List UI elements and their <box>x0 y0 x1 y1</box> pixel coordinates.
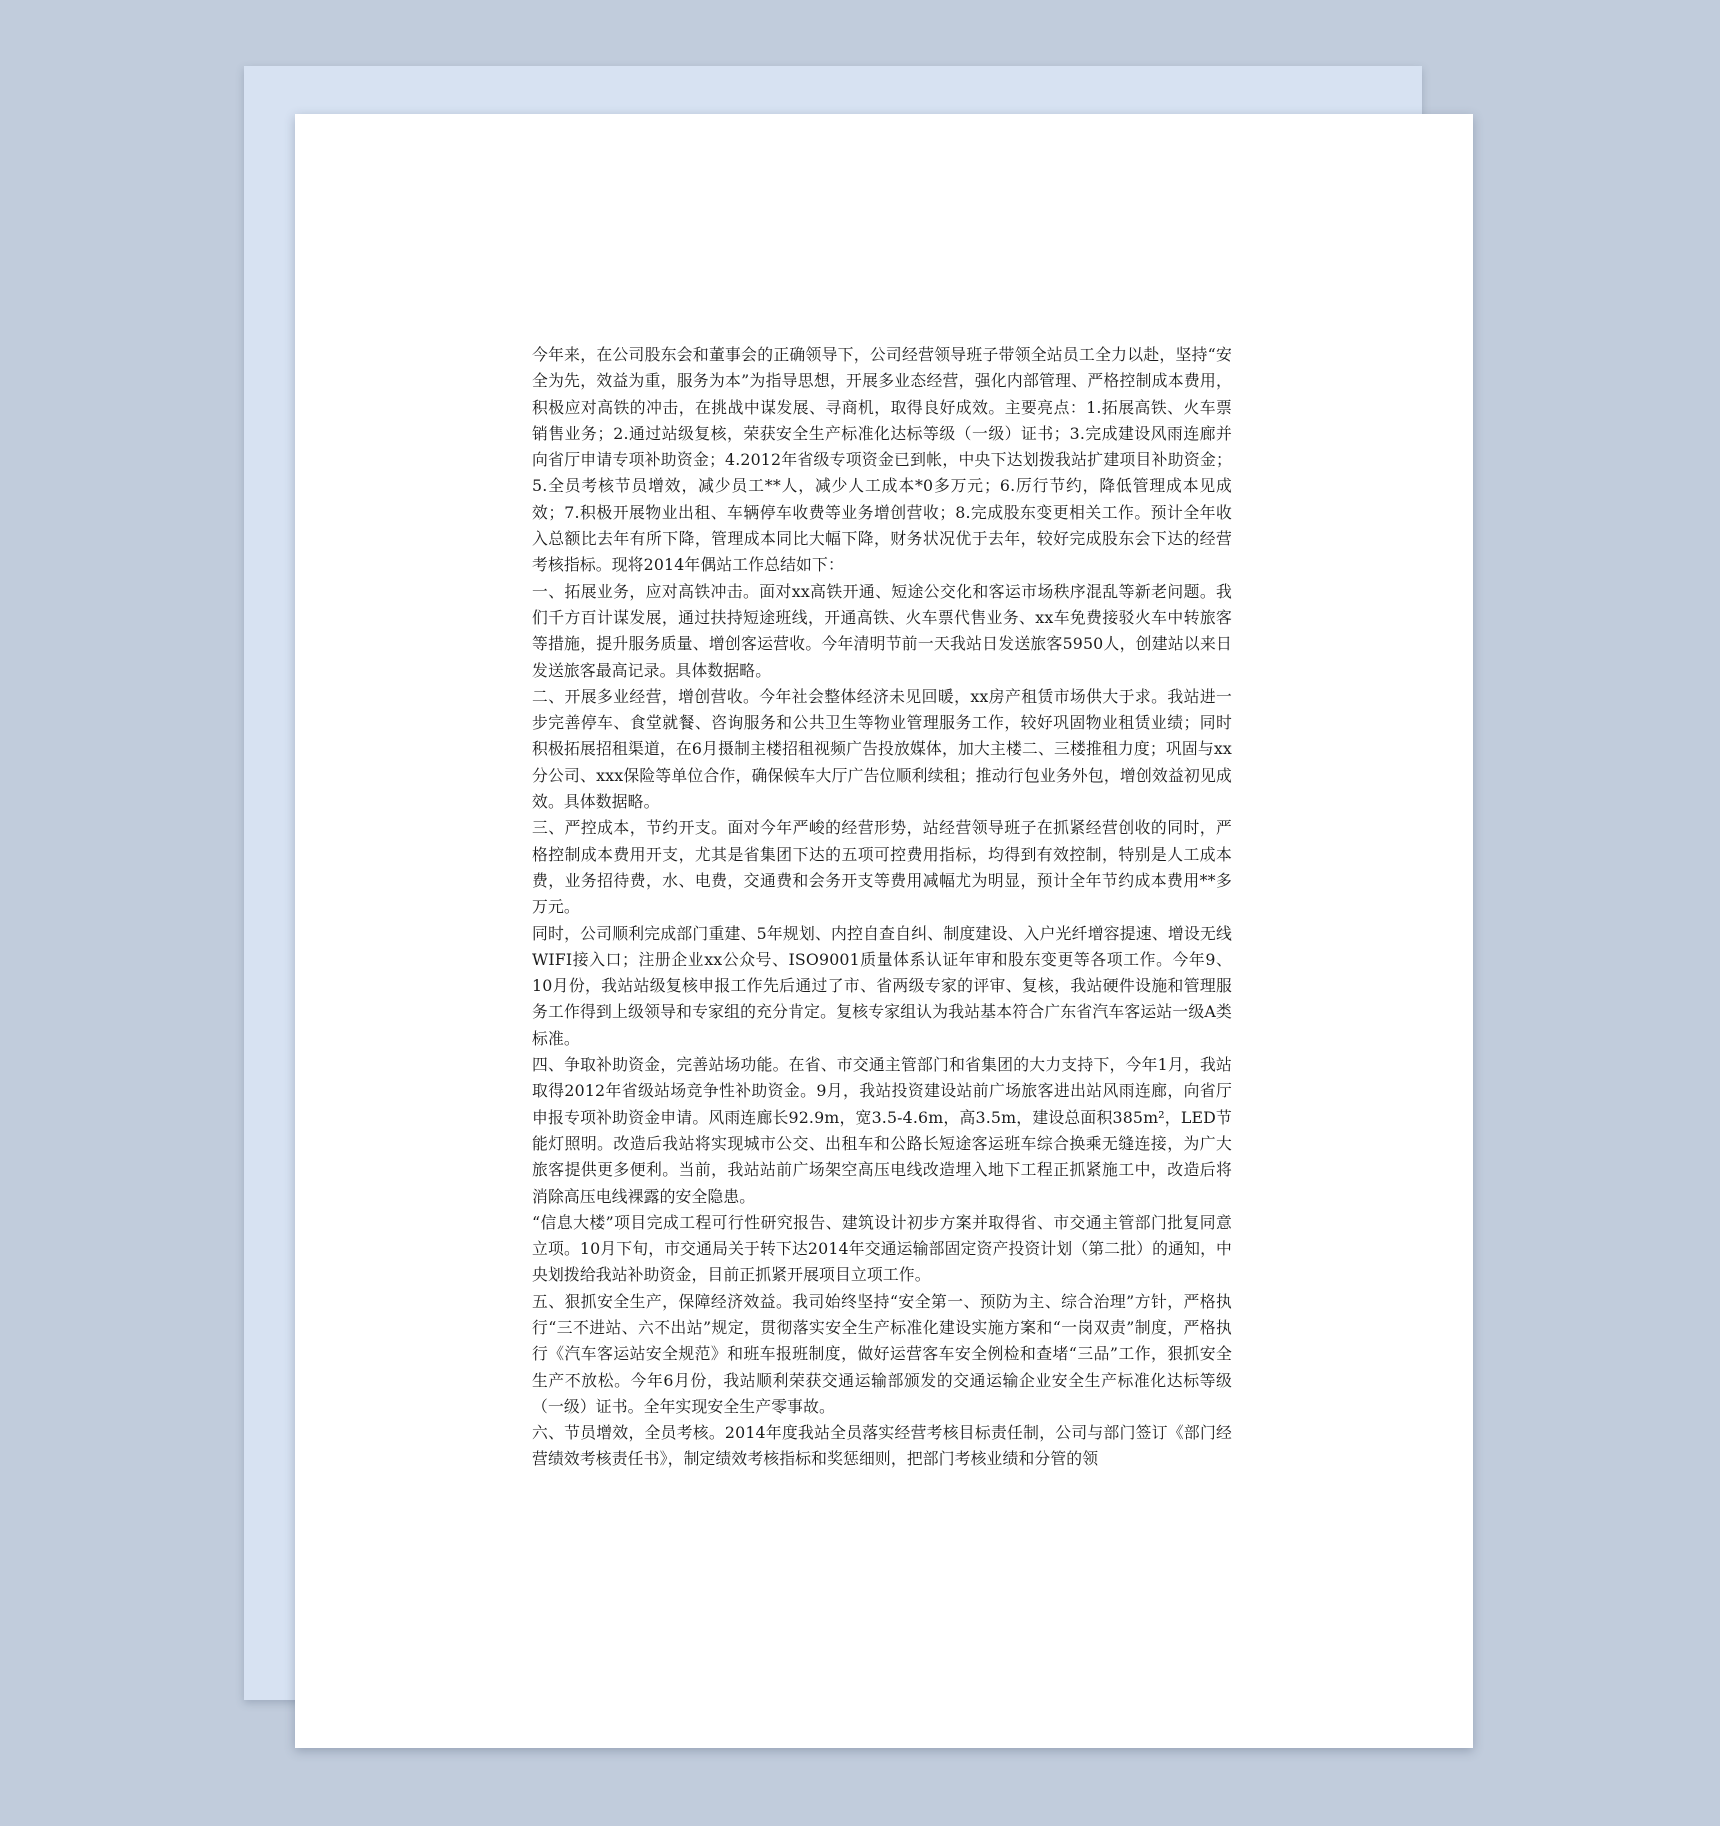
paragraph-section-1: 一、拓展业务，应对高铁冲击。面对xx高铁开通、短途公交化和客运市场秩序混乱等新老问题。我们千方百计谋发展，通过扶持短途班线，开通高铁、火车票代售业务、xx车免费接驳火车中转旅客等措施，提升服务质量、增创客运营收。今年清明节前一天我站日发送旅客5950人，创建站以来日发送旅客最高记录。具体数据略。 <box>532 581 1232 680</box>
paragraph-section-4-continued: “信息大楼”项目完成工程可行性研究报告、建筑设计初步方案并取得省、市交通主管部门批复同意立项。10月下旬，市交通局关于转下达2014年交通运输部固定资产投资计划（第二批）的通知，中央划拨给我站补助资金，目前正抓紧开展项目立项工作。 <box>532 1212 1232 1285</box>
paragraph-section-5: 五、狠抓安全生产，保障经济效益。我司始终坚持“安全第一、预防为主、综合治理”方针，严格执行“三不进站、六不出站”规定，贯彻落实安全生产标准化建设实施方案和“一岗双责”制度，严格执行《汽车客运站安全规范》和班车报班制度，做好运营客车安全例检和查堵“三品”工作，狠抓安全生产不放松。今年6月份，我站顺利荣获交通运输部颁发的交通运输企业安全生产标准化达标等级（一级）证书。全年实现安全生产零事故。 <box>532 1291 1232 1416</box>
paragraph-section-2: 二、开展多业经营，增创营收。今年社会整体经济未见回暖，xx房产租赁市场供大于求。我站进一步完善停车、食堂就餐、咨询服务和公共卫生等物业管理服务工作，较好巩固物业租赁业绩；同时积极拓展招租渠道，在6月摄制主楼招租视频广告投放媒体，加大主楼二、三楼推租力度；巩固与xx分公司、xxx保险等单位合作，确保候车大厅广告位顺利续租；推动行包业务外包，增创效益初见成效。具体数据略。 <box>532 686 1232 812</box>
paragraph-intro: 今年来，在公司股东会和董事会的正确领导下，公司经营领导班子带领全站员工全力以赴，坚持“安全为先，效益为重，服务为本”为指导思想，开展多业态经营，强化内部管理、严格控制成本费用，积极应对高铁的冲击，在挑战中谋发展、寻商机，取得良好成效。主要亮点：1.拓展高铁、火车票销售业务；2.通过站级复核，荣获安全生产标准化达标等级（一级）证书；3.完成建设风雨连廊并向省厅申请专项补助资金；4.2012年省级专项资金已到帐，中央下达划拨我站扩建项目补助资金；5.全员考核节员增效，减少员工**人，减少人工成本*0多万元；6.厉行节约，降低管理成本见成效；7.积极开展物业出租、车辆停车收费等业务增创营收；8.完成股东变更相关工作。预计全年收入总额比去年有所下降，管理成本同比大幅下降，财务状况优于去年，较好完成股东会下达的经营考核指标。现将2014年偶站工作总结如下： <box>532 345 1232 575</box>
paragraph-section-6: 六、节员增效，全员考核。2014年度我站全员落实经营考核目标责任制，公司与部门签订《部门经营绩效考核责任书》，制定绩效考核指标和奖惩细则，把部门考核业绩和分管的领 <box>532 1423 1232 1469</box>
paragraph-section-3: 三、严控成本，节约开支。面对今年严峻的经营形势，站经营领导班子在抓紧经营创收的同时，严格控制成本费用开支，尤其是省集团下达的五项可控费用指标，均得到有效控制，特别是人工成本费，业务招待费，水、电费，交通费和会务开支等费用减幅尤为明显，预计全年节约成本费用**多万元。 <box>532 818 1232 917</box>
paragraph-section-4: 四、争取补助资金，完善站场功能。在省、市交通主管部门和省集团的大力支持下，今年1月，我站取得2012年省级站场竞争性补助资金。9月，我站投资建设站前广场旅客进出站风雨连廊，向省厅申报专项补助资金申请。风雨连廊长92.9m，宽3.5-4.6m，高3.5m，建设总面积385m²，LED节能灯照明。改造后我站将实现城市公交、出租车和公路长短途客运班车综合换乘无缝连接，为广大旅客提供更多便利。当前，我站站前广场架空高压电线改造埋入地下工程正抓紧施工中，改造后将消除高压电线裸露的安全隐患。 <box>532 1055 1232 1206</box>
document-body <box>532 342 1232 1473</box>
paragraph-section-3-continued: 同时，公司顺利完成部门重建、5年规划、内控自查自纠、制度建设、入户光纤增容提速、增设无线WIFI接入口；注册企业xx公众号、ISO9001质量体系认证年审和股东变更等各项工作。今年9、10月份，我站站级复核申报工作先后通过了市、省两级专家的评审、复核，我站硬件设施和管理服务工作得到上级领导和专家组的充分肯定。复核专家组认为我站基本符合广东省汽车客运站一级A类标准。 <box>532 923 1232 1048</box>
document-page <box>295 114 1473 1748</box>
